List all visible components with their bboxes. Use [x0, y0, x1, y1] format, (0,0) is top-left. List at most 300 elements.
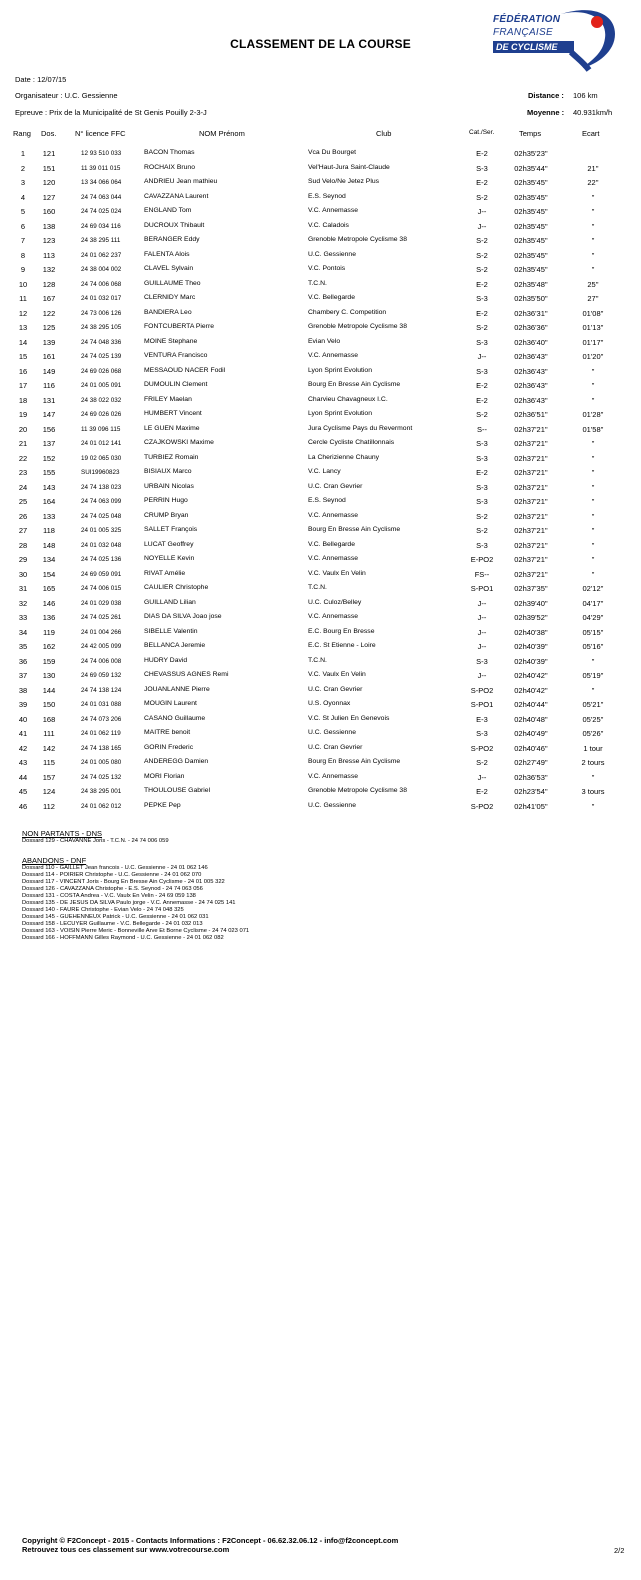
cell-club: V.C. Lancy: [308, 468, 341, 475]
cell-category: E-PO2: [470, 555, 494, 564]
cell-gap: 01'17'': [582, 337, 604, 347]
cell-gap: '': [591, 395, 595, 405]
table-row: [0, 655, 641, 670]
cell-time: 02h37'21'': [514, 468, 548, 477]
cell-rank: 18: [18, 395, 28, 405]
cell-bib: 128: [42, 279, 56, 289]
cell-club: U.C. Cran Gevrier: [308, 685, 363, 693]
cell-rank: 39: [18, 700, 28, 709]
cell-time: 02h40'49'': [514, 729, 548, 738]
cell-time: 02h37'21'': [514, 424, 548, 434]
cell-gap: '': [591, 207, 595, 216]
table-row: [0, 510, 641, 525]
header-club: Club: [376, 129, 392, 138]
cell-licence: 24 74 073 206: [81, 715, 122, 723]
cell-licence: 24 38 022 032: [81, 396, 122, 404]
cell-rider-name: MOINE Stephane: [144, 337, 198, 345]
cell-rank: 11: [19, 294, 27, 303]
cell-club: V.C. Vaulx En Velin: [308, 671, 366, 678]
cell-club: U.C. Gessienne: [308, 729, 356, 736]
cell-gap: '': [591, 439, 595, 448]
cell-rider-name: BELLANCA Jeremie: [144, 642, 206, 649]
cell-gap: '': [591, 366, 595, 376]
cell-licence: SUI19960823: [81, 469, 120, 476]
cell-category: E-3: [476, 714, 488, 724]
cell-time: 02h37'21'': [514, 511, 548, 521]
cell-category: FS--: [474, 569, 490, 579]
table-row: [0, 771, 641, 786]
cell-rider-name: CZAJKOWSKI Maxime: [144, 439, 214, 446]
cell-rank: 5: [20, 207, 26, 216]
event-name: Epreuve : Prix de la Municipalité de St Genis Pouilly 2-3-J: [15, 108, 207, 117]
cell-club: V.C. Bellegarde: [308, 294, 355, 301]
cell-gap: '': [591, 656, 595, 666]
cell-gap: '': [591, 468, 595, 477]
cell-category: J--: [477, 613, 487, 622]
cell-club: U.C. Gessienne: [308, 250, 356, 258]
cell-rider-name: ROCHAIX Bruno: [144, 163, 195, 171]
table-row: [0, 742, 641, 757]
cell-rank: 27: [18, 526, 28, 535]
cell-gap: '': [591, 221, 595, 231]
cell-rider-name: CLERNIDY Marc: [144, 294, 196, 301]
cell-time: 02h35'45'': [514, 250, 548, 260]
cell-gap: 05'25'': [582, 714, 604, 724]
cell-club: Lyon Sprint Evolution: [308, 366, 372, 374]
cell-club: U.C. Gessienne: [308, 801, 356, 809]
footer-copyright: Copyright © F2Concept - 2015 - Contacts Informations : F2Concept - 06.62.32.06.12 - info@f2concept.com: [22, 1536, 399, 1545]
dnf-item: Dossard 163 - VOISIN Pierre Meric - Bonneville Arve Et Borne Cyclisme - 24 74 023 071: [22, 928, 250, 934]
dnf-title: ABANDONS - DNF: [22, 856, 87, 865]
cell-category: S-2: [476, 410, 488, 419]
cell-rider-name: LUCAT Geoffrey: [144, 540, 194, 548]
cell-rank: 12: [18, 308, 28, 318]
cell-gap: 27'': [587, 294, 599, 303]
table-row: [0, 669, 641, 684]
cell-club: Bourg En Bresse Ain Cyclisme: [308, 526, 401, 533]
table-row: [0, 756, 641, 771]
cell-rank: 2: [20, 163, 26, 173]
cell-bib: 111: [43, 729, 55, 738]
table-row: [0, 292, 641, 307]
cell-bib: 151: [42, 163, 56, 173]
cell-licence: 24 74 138 124: [81, 686, 122, 694]
cell-rider-name: GORIN Frederic: [144, 743, 194, 751]
cell-rider-name: PEPKE Pep: [144, 801, 181, 809]
cell-category: S-3: [476, 337, 488, 347]
dnf-item: Dossard 114 - POIRIER Christophe - U.C. Gessienne - 24 01 062 070: [22, 872, 202, 878]
cell-rider-name: FONTCUBERTA Pierre: [144, 323, 214, 330]
cell-bib: 167: [42, 294, 56, 303]
cell-bib: 148: [42, 540, 56, 550]
cell-club: V.C. Annemasse: [308, 772, 359, 780]
cell-rank: 36: [18, 656, 28, 666]
table-row: [0, 597, 641, 612]
cell-rank: 24: [18, 482, 28, 492]
cell-category: S-2: [476, 192, 488, 202]
cell-category: S-2: [476, 265, 488, 274]
cell-bib: 150: [42, 700, 56, 709]
cell-club: T.C.N.: [308, 584, 327, 591]
table-row: [0, 626, 641, 641]
dns-title: NON PARTANTS - DNS: [22, 829, 103, 838]
cell-rider-name: MORI Florian: [144, 772, 185, 780]
cell-time: 02h36'43'': [514, 352, 548, 361]
cell-category: E-2: [476, 395, 488, 405]
footer: [22, 1536, 398, 1554]
cell-rider-name: RIVAT Amélie: [144, 569, 186, 577]
cell-rank: 14: [18, 337, 28, 347]
cell-time: 02h40'48'': [514, 714, 548, 724]
cell-licence: 24 74 025 048: [81, 512, 122, 520]
cell-bib: 155: [42, 468, 56, 477]
cell-licence: 24 69 026 026: [81, 411, 122, 418]
cell-rider-name: DUCROUX Thibault: [144, 221, 205, 229]
header-dos: Dos.: [41, 129, 57, 138]
cell-bib: 146: [42, 598, 56, 608]
cell-gap: 21'': [587, 163, 599, 173]
cell-rank: 26: [18, 511, 28, 521]
cell-club: V.C. Caladois: [308, 221, 349, 229]
cell-gap: 02'12'': [582, 584, 604, 593]
table-row: [0, 466, 641, 481]
cell-licence: 24 01 031 088: [81, 701, 122, 708]
cell-club: Vel'Haut-Jura Saint-Claude: [308, 163, 390, 171]
cell-category: S-3: [476, 497, 488, 506]
cell-category: S-3: [476, 366, 488, 376]
race-date: Date : 12/07/15: [15, 75, 67, 84]
cell-licence: 19 02 065 030: [81, 454, 122, 462]
cell-category: J--: [477, 627, 487, 637]
cell-category: S-2: [476, 250, 488, 260]
cell-rank: 8: [20, 250, 26, 260]
cell-club: U.C. Cran Gevrier: [308, 482, 363, 490]
cell-club: Jura Cyclisme Pays du Revermont: [308, 424, 413, 432]
cell-licence: 24 74 063 044: [81, 193, 122, 201]
cell-rider-name: BACON Thomas: [144, 149, 195, 156]
cell-gap: '': [591, 265, 595, 274]
cell-gap: 25'': [587, 279, 599, 289]
cell-club: V.C. Annemasse: [308, 613, 359, 620]
cell-gap: 01'58'': [582, 424, 604, 434]
cell-time: 02h36'43'': [514, 381, 548, 390]
cell-category: J--: [477, 352, 487, 361]
cell-time: 02h37'21'': [514, 497, 548, 506]
dnf-item: Dossard 158 - LECUYER Guillaume - V.C. Bellegarde - 24 01 032 013: [22, 921, 203, 927]
table-row: [0, 263, 641, 278]
header-temps: Temps: [519, 129, 542, 138]
cell-licence: 24 74 025 132: [81, 773, 122, 781]
cell-club: V.C. St Julien En Genevois: [308, 714, 390, 722]
cell-bib: 118: [43, 526, 55, 535]
cell-rank: 43: [18, 758, 28, 767]
cell-licence: 24 74 138 165: [81, 744, 122, 752]
cell-category: S-3: [476, 439, 488, 448]
cell-rider-name: NOYELLE Kevin: [144, 555, 195, 562]
cell-bib: 165: [42, 584, 56, 593]
cell-gap: '': [591, 250, 595, 260]
cell-rank: 3: [20, 178, 26, 187]
cell-time: 02h40'38'': [514, 627, 548, 637]
cell-licence: 24 01 029 038: [81, 599, 122, 607]
cell-licence: 24 42 005 099: [81, 643, 122, 650]
cell-category: S-PO2: [470, 743, 494, 753]
cell-gap: 1 tour: [583, 743, 603, 753]
cell-rider-name: FALENTA Alois: [144, 250, 190, 258]
cell-licence: 24 01 032 048: [81, 541, 122, 549]
cell-time: 02h35'45'': [514, 178, 548, 187]
table-row: [0, 321, 641, 336]
cell-rider-name: DIAS DA SILVA Joao jose: [144, 613, 222, 620]
cell-time: 02h36'53'': [514, 772, 548, 782]
distance-value: 106 km: [573, 91, 598, 100]
cell-gap: '': [591, 801, 595, 811]
cell-licence: 24 38 295 001: [81, 788, 122, 795]
cell-bib: 139: [42, 337, 56, 347]
cell-time: 02h40'42'': [514, 685, 548, 695]
dnf-item: Dossard 135 - DE JESUS DA SILVA Paulo jorge - V.C. Annemasse - 24 74 025 141: [22, 900, 236, 906]
page-number: 2/2: [614, 1546, 625, 1555]
cell-rider-name: BERANGER Eddy: [144, 236, 200, 243]
cell-club: T.C.N.: [308, 656, 327, 664]
cell-category: J--: [477, 221, 487, 231]
table-header: [0, 129, 641, 139]
cell-time: 02h23'54'': [514, 787, 548, 796]
cell-rank: 28: [18, 540, 28, 550]
cell-category: S-3: [476, 294, 488, 303]
cell-bib: 122: [42, 308, 56, 318]
table-row: [0, 437, 641, 452]
cell-rank: 25: [18, 497, 28, 506]
cell-bib: 159: [42, 656, 56, 666]
cell-time: 02h41'05'': [514, 801, 548, 811]
cell-rank: 22: [18, 453, 28, 463]
table-row: [0, 698, 641, 713]
cell-club: Evian Velo: [308, 337, 341, 345]
dnf-item: Dossard 140 - FAURE Christophe - Evian Velo - 24 74 048 325: [22, 907, 184, 913]
cell-rider-name: GUILLAND Lilian: [144, 598, 196, 606]
cell-licence: 24 74 025 136: [81, 556, 122, 563]
cell-rank: 13: [18, 323, 28, 332]
cell-bib: 142: [42, 743, 56, 753]
header-cat: Cat./Ser.: [469, 129, 495, 136]
cell-licence: 24 38 295 111: [81, 237, 121, 244]
cell-time: 02h35'45'': [514, 207, 548, 216]
cell-club: Cercle Cycliste Chatillonnais: [308, 439, 395, 446]
cell-bib: 127: [42, 192, 56, 202]
cell-rider-name: HUMBERT Vincent: [144, 410, 202, 417]
table-row: [0, 350, 641, 365]
cell-time: 02h40'39'': [514, 642, 548, 651]
cell-gap: 05'16'': [582, 642, 604, 651]
table-row: [0, 249, 641, 264]
cell-club: U.C. Cran Gevrier: [308, 743, 363, 751]
dnf-list: [22, 865, 249, 942]
cell-category: S-3: [476, 163, 488, 173]
cell-licence: 24 01 062 119: [81, 730, 121, 737]
cell-time: 02h37'35'': [514, 584, 548, 593]
cell-time: 02h40'39'': [514, 656, 548, 666]
cell-rank: 44: [18, 772, 28, 782]
cell-category: E-2: [476, 178, 488, 187]
cell-club: Grenoble Metropole Cyclisme 38: [308, 787, 407, 794]
cell-bib: 115: [43, 758, 55, 767]
cell-rank: 4: [20, 192, 26, 202]
cell-club: E.C. Bourg En Bresse: [308, 627, 375, 635]
cell-category: J--: [477, 598, 487, 608]
cell-rank: 1: [20, 149, 26, 158]
cell-bib: 144: [42, 685, 56, 695]
header-nom: NOM Prénom: [199, 129, 245, 138]
cell-club: V.C. Bellegarde: [308, 540, 355, 548]
cell-gap: '': [591, 526, 595, 535]
cell-club: Bourg En Bresse Ain Cyclisme: [308, 381, 401, 388]
cell-rider-name: THOULOUSE Gabriel: [144, 787, 211, 794]
cell-bib: 124: [42, 787, 56, 796]
cell-time: 02h35'45'': [514, 192, 548, 202]
cell-bib: 134: [42, 555, 56, 564]
cell-category: S-PO2: [470, 685, 494, 695]
cell-gap: 05'26'': [582, 729, 604, 738]
cell-bib: 152: [42, 453, 56, 463]
cell-time: 02h36'51'': [514, 410, 548, 419]
dnf-item: Dossard 117 - VINCENT Joris - Bourg En Bresse Ain Cyclisme - 24 01 005 322: [22, 879, 225, 885]
cell-licence: 24 69 034 116: [81, 222, 121, 230]
dnf-item: Dossard 145 - GUEHENNEUX Patrick - U.C. Gessienne - 24 01 062 031: [22, 914, 209, 920]
cell-licence: 12 93 510 033: [81, 150, 122, 157]
cell-bib: 154: [42, 569, 56, 579]
cell-category: S-3: [476, 729, 488, 738]
cell-category: S-PO2: [470, 801, 494, 811]
cell-rank: 41: [18, 729, 28, 738]
cell-time: 02h35'45'': [514, 221, 548, 231]
cell-rider-name: BISIAUX Marco: [144, 468, 192, 475]
cell-gap: 01'28'': [582, 410, 604, 419]
cell-bib: 116: [43, 381, 55, 390]
cell-rank: 46: [18, 801, 28, 811]
cell-category: E-2: [476, 149, 488, 158]
table-row: [0, 553, 641, 568]
cell-gap: 04'29'': [582, 613, 604, 622]
cell-licence: 24 38 295 105: [81, 324, 122, 331]
cell-bib: 112: [43, 801, 55, 811]
table-row: [0, 408, 641, 423]
cell-time: 02h36'40'': [514, 337, 548, 347]
cell-rider-name: MAITRE benoit: [144, 729, 191, 736]
results-table: [0, 147, 641, 814]
cell-category: S-2: [476, 323, 488, 332]
table-row: [0, 568, 641, 583]
table-row: [0, 176, 641, 191]
cell-bib: 130: [42, 671, 56, 680]
ffc-logo: FÉDÉRATION FRANÇAISE DE CYCLISME: [493, 8, 623, 76]
table-row: [0, 234, 641, 249]
cell-time: 02h35'48'': [514, 279, 548, 289]
cell-gap: 01'20'': [582, 352, 604, 361]
cell-category: S-2: [476, 758, 488, 767]
cell-bib: 149: [42, 366, 56, 376]
cell-club: Bourg En Bresse Ain Cyclisme: [308, 758, 401, 765]
cell-licence: 11 39 011 015: [81, 164, 121, 172]
cell-rank: 15: [18, 352, 28, 361]
cyclist-swoosh-icon: [553, 8, 619, 74]
cell-club: E.C. St Etienne - Loire: [308, 642, 376, 649]
cell-time: 02h35'45'': [514, 236, 548, 245]
table-row: [0, 336, 641, 351]
cell-club: U.C. Culoz/Belley: [308, 598, 362, 606]
cell-rider-name: SIBELLE Valentin: [144, 627, 198, 635]
cell-rider-name: URBAIN Nicolas: [144, 482, 194, 490]
cell-category: E-2: [476, 787, 488, 796]
cell-licence: 24 74 063 099: [81, 498, 122, 505]
table-row: [0, 611, 641, 626]
cell-bib: 119: [43, 627, 55, 637]
table-row: [0, 684, 641, 699]
cell-rank: 37: [18, 671, 28, 680]
cell-category: S-3: [476, 453, 488, 463]
cell-time: 02h37'21'': [514, 526, 548, 535]
cell-rank: 38: [18, 685, 28, 695]
cell-club: Sud Velo/Ne Jetez Plus: [308, 178, 380, 185]
table-row: [0, 495, 641, 510]
cell-bib: 161: [42, 352, 56, 361]
cell-rider-name: MESSAOUD NACER Fodil: [144, 366, 226, 374]
table-row: [0, 205, 641, 220]
cell-licence: 24 01 005 091: [81, 382, 122, 389]
cell-rank: 30: [18, 569, 28, 579]
cell-club: V.C. Pontois: [308, 265, 346, 272]
cell-gap: '': [591, 453, 595, 463]
cell-bib: 120: [42, 178, 56, 187]
header-ecart: Ecart: [582, 129, 600, 138]
cell-licence: 24 74 138 023: [81, 483, 122, 491]
table-row: [0, 713, 641, 728]
cell-club: U.S. Oyonnax: [308, 700, 351, 707]
cell-rank: 34: [18, 627, 28, 637]
cell-category: J--: [477, 671, 487, 680]
header-licence: N° licence FFC: [75, 129, 126, 138]
cell-rider-name: PERRIN Hugo: [144, 497, 188, 504]
cell-rider-name: CRUMP Bryan: [144, 511, 189, 519]
cell-time: 02h40'46'': [514, 743, 548, 753]
cell-rider-name: BANDIERA Leo: [144, 308, 192, 316]
cell-time: 02h40'42'': [514, 671, 548, 680]
cell-licence: 24 74 006 008: [81, 657, 122, 665]
organizer: Organisateur : U.C. Gessienne: [15, 91, 118, 100]
footer-website: Retrouvez tous ces classement sur www.votrecourse.com: [22, 1545, 230, 1554]
cell-rider-name: DUMOULIN Clement: [144, 381, 208, 388]
cell-time: 02h37'21'': [514, 439, 548, 448]
cell-rider-name: MOUGIN Laurent: [144, 700, 197, 707]
cell-time: 02h36'31'': [514, 308, 548, 318]
cell-licence: 24 01 005 325: [81, 527, 122, 534]
cell-club: Chambery C. Competition: [308, 308, 387, 316]
cell-bib: 168: [42, 714, 56, 724]
table-row: [0, 162, 641, 177]
cell-category: S-3: [476, 656, 488, 666]
cell-licence: 24 69 059 091: [81, 570, 122, 578]
distance-label: Distance :: [528, 91, 564, 100]
cell-club: E.S. Seynod: [308, 497, 346, 504]
cell-gap: '': [591, 192, 595, 202]
cell-rank: 45: [18, 787, 28, 796]
cell-licence: 24 01 062 012: [81, 802, 122, 810]
cell-time: 02h37'21'': [514, 555, 548, 564]
page-title: CLASSEMENT DE LA COURSE: [230, 37, 411, 51]
table-row: [0, 423, 641, 438]
cell-time: 02h37'21'': [514, 540, 548, 550]
cell-rank: 40: [18, 714, 28, 724]
